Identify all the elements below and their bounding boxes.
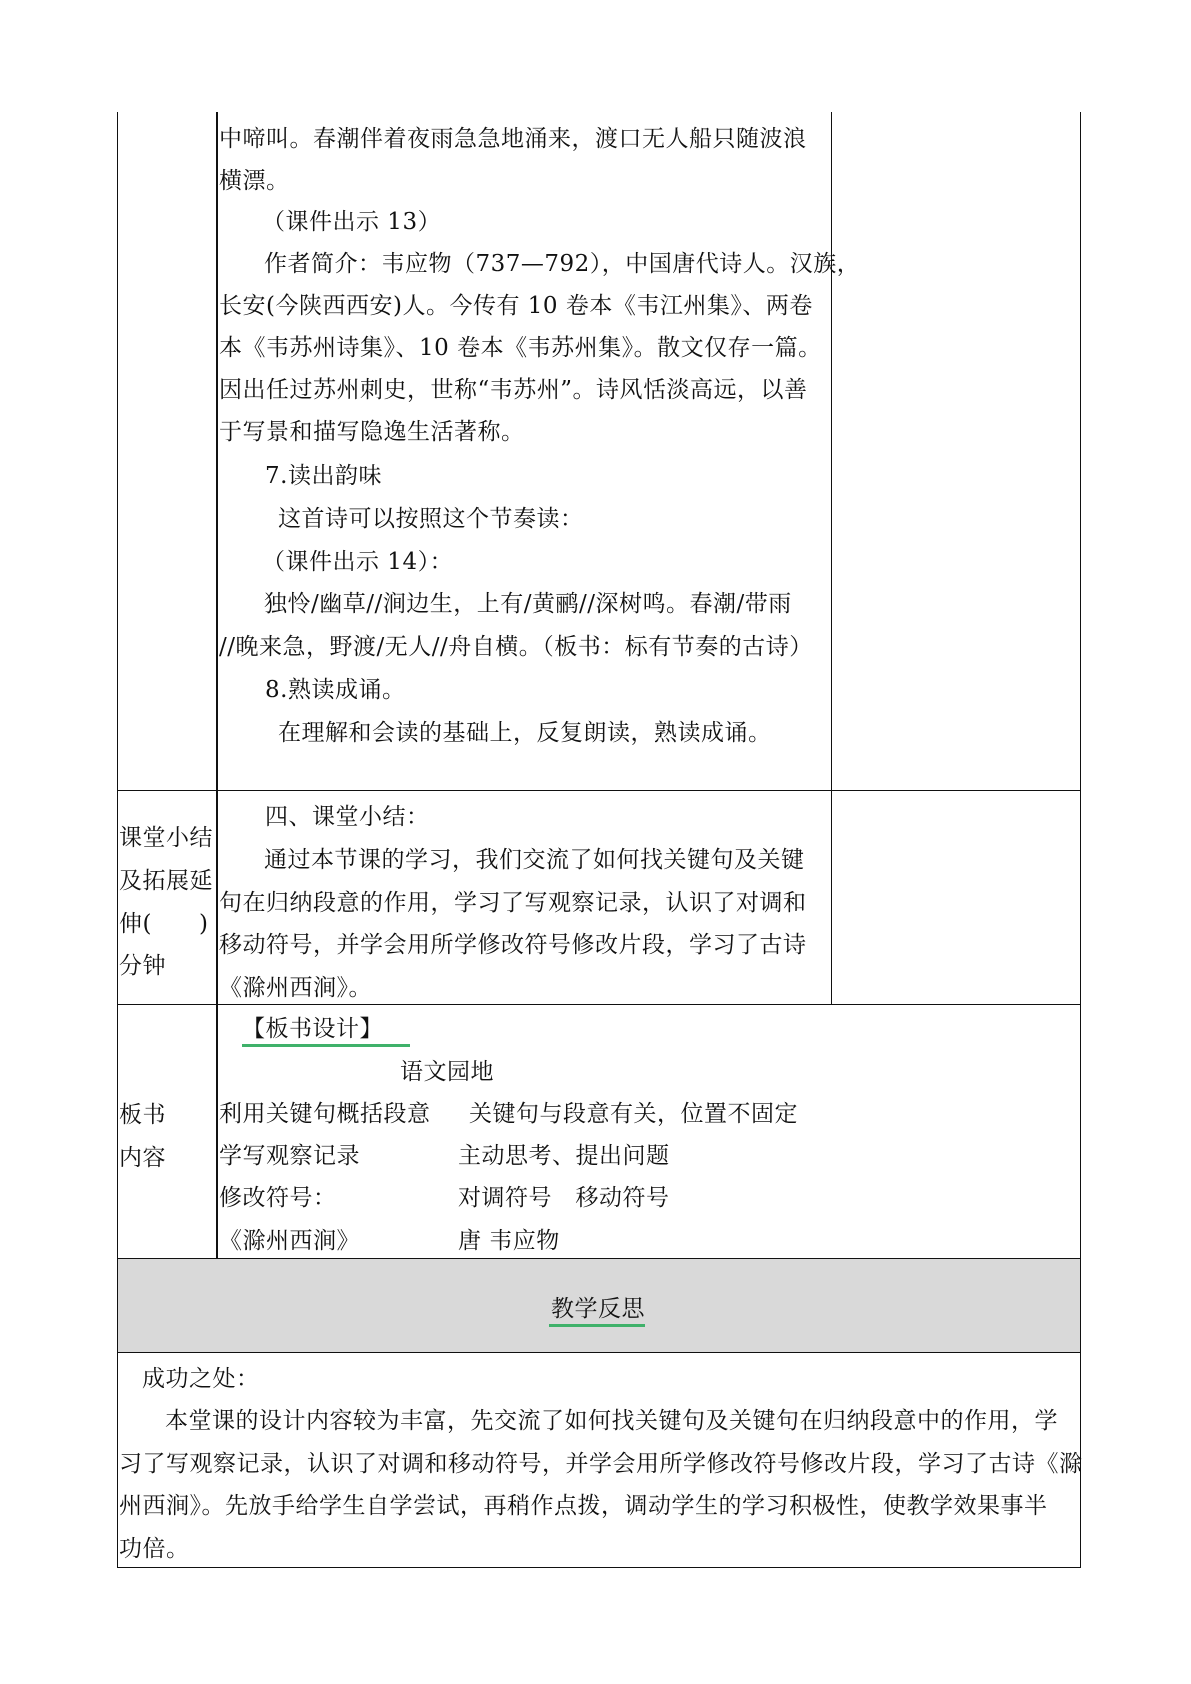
summary-text-line: 句在归纳段意的作用，学习了写观察记录，认识了对调和 bbox=[219, 890, 807, 916]
notes-column-divider bbox=[831, 112, 832, 1004]
summary-label-line: 伸( ) bbox=[119, 911, 209, 937]
table-left-border bbox=[117, 112, 118, 1568]
board-row-left: 利用关键句概括段意 bbox=[219, 1101, 431, 1127]
label-column-divider bbox=[216, 112, 218, 1258]
board-row-left: 学写观察记录 bbox=[219, 1143, 360, 1169]
text-line: 因出任过苏州刺史，世称“韦苏州”。诗风恬淡高远，以善 bbox=[219, 377, 808, 403]
text-line: 横漂。 bbox=[219, 168, 290, 194]
text-line: 在理解和会读的基础上，反复朗读，熟读成诵。 bbox=[278, 720, 772, 746]
row-divider-reflection-body bbox=[117, 1352, 1081, 1353]
summary-label-line: 分钟 bbox=[119, 953, 166, 979]
text-line: 8.熟读成诵。 bbox=[265, 677, 406, 703]
summary-label-line: 课堂小结 bbox=[119, 825, 213, 851]
text-line: 独怜/幽草//涧边生，上有/黄鹂//深树鸣。春潮/带雨 bbox=[264, 591, 792, 617]
text-line: （课件出示 13） bbox=[262, 209, 442, 235]
summary-heading: 四、课堂小结： bbox=[265, 804, 430, 830]
row-divider-top-reflection bbox=[117, 1258, 1081, 1259]
text-line: 长安(今陕西西安)人。今传有 10 卷本《韦江州集》、两卷 bbox=[219, 293, 813, 319]
board-row-right: 主动思考、提出问题 bbox=[458, 1143, 670, 1169]
text-line: （课件出示 14）： bbox=[262, 549, 454, 575]
table-bottom-border bbox=[117, 1567, 1081, 1568]
board-title: 语文园地 bbox=[400, 1059, 494, 1085]
reflection-header-underline bbox=[549, 1324, 645, 1327]
reflection-line: 本堂课的设计内容较为丰富，先交流了如何找关键句及关键句在归纳段意中的作用，学 bbox=[165, 1408, 1058, 1434]
board-label-line: 内容 bbox=[119, 1145, 166, 1171]
board-label-line: 板书 bbox=[119, 1102, 166, 1128]
text-line: 中啼叫。春潮伴着夜雨急急地涌来，渡口无人船只随波浪 bbox=[219, 126, 807, 152]
text-line: 7.读出韵味 bbox=[265, 463, 382, 489]
table-right-border bbox=[1080, 112, 1081, 1568]
text-line: 这首诗可以按照这个节奏读： bbox=[278, 506, 584, 532]
board-row-right: 关键句与段意有关，位置不固定 bbox=[469, 1101, 798, 1127]
summary-label-line: 及拓展延 bbox=[119, 868, 213, 894]
summary-text-line: 《滁州西涧》。 bbox=[219, 975, 372, 1001]
board-row-right: 对调符号 移动符号 bbox=[458, 1185, 670, 1211]
reflection-header: 教学反思 bbox=[551, 1296, 645, 1322]
row-divider-top-board bbox=[117, 1004, 1081, 1005]
text-line: //晚来急，野渡/无人//舟自横。（板书：标有节奏的古诗） bbox=[219, 634, 813, 660]
summary-text-line: 通过本节课的学习，我们交流了如何找关键句及关键 bbox=[264, 847, 805, 873]
board-row-left: 修改符号： bbox=[219, 1185, 337, 1211]
reflection-line: 功倍。 bbox=[119, 1536, 190, 1562]
text-line: 作者简介：韦应物（737—792），中国唐代诗人。汉族， bbox=[264, 251, 861, 277]
reflection-line: 州西涧》。先放手给学生自学尝试，再稍作点拨，调动学生的学习积极性，使教学效果事半 bbox=[119, 1493, 1048, 1519]
board-heading-underline bbox=[242, 1044, 410, 1047]
summary-text-line: 移动符号，并学会用所学修改符号修改片段，学习了古诗 bbox=[219, 932, 807, 958]
text-line: 于写景和描写隐逸生活著称。 bbox=[219, 419, 525, 445]
reflection-line: 习了写观察记录，认识了对调和移动符号，并学会用所学修改符号修改片段，学习了古诗《滁 bbox=[119, 1451, 1083, 1477]
row-divider-top-summary bbox=[117, 790, 1081, 791]
board-heading: 【板书设计】 bbox=[242, 1016, 383, 1042]
text-line: 本《韦苏州诗集》、10 卷本《韦苏州集》。散文仅存一篇。 bbox=[219, 335, 822, 361]
board-row-left: 《滁州西涧》 bbox=[219, 1228, 360, 1254]
reflection-line: 成功之处： bbox=[142, 1366, 260, 1392]
board-row-right: 唐 韦应物 bbox=[458, 1228, 560, 1254]
